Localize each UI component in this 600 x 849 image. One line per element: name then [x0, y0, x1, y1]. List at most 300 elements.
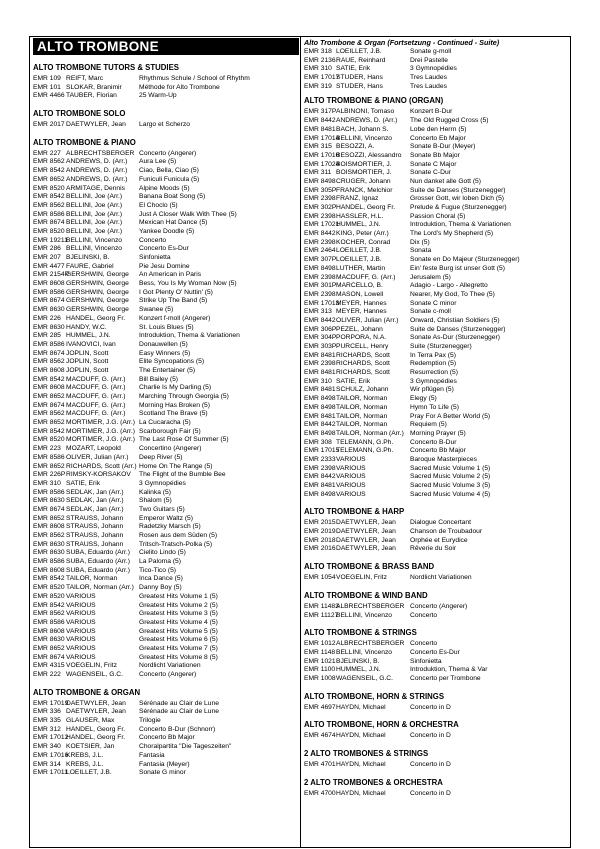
composer-name: HÄNDEL, Georg Fr. — [66, 725, 126, 733]
catalog-row — [304, 74, 569, 83]
catalog-row — [304, 247, 569, 256]
composer-name: VARIOUS — [336, 464, 366, 472]
catalog-row — [33, 523, 299, 532]
catalog-code: EMR 223 — [33, 445, 61, 453]
composer-name: DAETWYLER, Jean — [66, 708, 126, 716]
catalog-row — [33, 306, 299, 315]
catalog-code: EMR 8630 — [33, 549, 65, 557]
composer-name: MORTIMER, J.G. (Arr.) — [66, 427, 135, 435]
catalog-row — [304, 491, 569, 500]
page-title: ALTO TROMBONE — [33, 38, 299, 55]
catalog-row — [33, 584, 299, 593]
work-title: Grosser Gott, wir loben Dich (5) — [410, 195, 505, 203]
composer-name: TAILOR, Norman (Arr.) — [336, 429, 404, 437]
catalog-code: EMR 2017 — [33, 121, 65, 129]
catalog-code: EMR 17012 — [33, 734, 69, 742]
work-title: Concerto Es-Dur — [139, 245, 189, 253]
work-title: Greatest Hits Volume 7 (5) — [139, 644, 218, 652]
composer-name: BELLINI, Joe (Arr.) — [66, 193, 123, 201]
section-heading: ALTO TROMBONE SOLO — [33, 109, 126, 119]
catalog-row — [33, 75, 299, 84]
catalog-code: EMR 17016 — [33, 751, 69, 759]
work-title: Sonate B-Dur (Meyer) — [410, 143, 476, 151]
composer-name: JOPLIN, Scott — [66, 349, 109, 357]
catalog-code: EMR 17024 — [304, 160, 340, 168]
catalog-row — [33, 515, 299, 524]
catalog-row — [33, 176, 299, 185]
catalog-code: EMR 8630 — [33, 323, 65, 331]
composer-name: STUDER, Hans — [336, 74, 383, 82]
work-title: Sérénade au Clair de Lune — [139, 699, 219, 707]
composer-name: JOPLIN, Scott — [66, 366, 109, 374]
catalog-code: EMR 8498 — [304, 403, 336, 411]
catalog-row — [33, 471, 299, 480]
catalog-row — [304, 326, 569, 335]
catalog-row — [304, 352, 569, 361]
work-title: An American in Paris — [139, 271, 202, 279]
work-title: Home On The Range (5) — [139, 462, 213, 470]
composer-name: VARIOUS — [336, 482, 366, 489]
composer-name: TAILOR, Norman — [336, 421, 388, 429]
catalog-row — [33, 445, 299, 454]
composer-name: VARIOUS — [66, 618, 96, 626]
composer-name: BELLINI, Joe (Arr.) — [66, 210, 123, 218]
work-title: Sonate en Do Majeur (Sturzenegger) — [410, 256, 520, 264]
catalog-code: EMR 101 — [33, 83, 61, 91]
catalog-row — [304, 473, 569, 482]
catalog-row — [33, 167, 299, 176]
work-title: Redemption (5) — [410, 360, 457, 368]
work-title: Yankee Doodle (5) — [139, 227, 195, 235]
catalog-row — [304, 369, 569, 378]
catalog-code: EMR 314 — [33, 760, 61, 768]
work-title: Concerto in D — [410, 703, 451, 711]
work-title: Concerto in D — [410, 789, 451, 797]
catalog-code: EMR 8520 — [33, 227, 65, 235]
catalog-code: EMR 8498 — [304, 264, 336, 272]
composer-name: BACH, Johann S. — [336, 125, 389, 133]
composer-name: RICHARDS, Scott — [336, 369, 390, 377]
catalog-row — [33, 271, 299, 280]
catalog-row — [33, 645, 299, 654]
catalog-code: EMR 8442 — [304, 473, 336, 481]
work-title: The Lord's My Shepherd (5) — [410, 230, 494, 238]
catalog-code: EMR 285 — [33, 332, 61, 340]
composer-name: BESOZZI, A. — [336, 143, 375, 151]
work-title: Concerto Bb Major — [410, 447, 466, 455]
composer-name: DAETWYLER, Jean — [66, 121, 126, 129]
catalog-row — [33, 463, 299, 472]
composer-name: BOISMORTIER, J. — [336, 169, 392, 177]
catalog-code: EMR 310 — [304, 65, 332, 73]
composer-name: BELLINI, Vincenzo — [66, 245, 123, 253]
composer-name: TAILOR, Norman — [336, 403, 388, 411]
catalog-code: EMR 8562 — [33, 201, 65, 209]
section-heading: ALTO TROMBONE TUTORS & STUDIES — [33, 63, 179, 72]
composer-name: SATIE, Erik — [336, 65, 371, 73]
work-title: Charlie Is My Darling (5) — [139, 384, 212, 392]
catalog-code: EMR 8586 — [33, 210, 65, 218]
catalog-row — [33, 237, 299, 246]
catalog-row — [304, 421, 569, 430]
catalog-code: EMR 8481 — [304, 386, 336, 394]
catalog-code: EMR 8652 — [33, 514, 65, 522]
composer-name: TAILOR, Norman (Arr.) — [66, 584, 134, 592]
work-title: Concerto per Trombone — [410, 674, 481, 682]
work-title: Concerto in D — [410, 732, 451, 740]
catalog-row — [304, 343, 569, 352]
catalog-row — [304, 649, 569, 658]
composer-name: MEYER, Hannes — [336, 299, 387, 307]
catalog-code: EMR 8520 — [33, 592, 65, 600]
catalog-code: EMR 2398 — [304, 273, 336, 281]
catalog-code: EMR 2333 — [304, 455, 336, 463]
catalog-row — [304, 169, 569, 178]
catalog-row — [33, 324, 299, 333]
catalog-code: EMR 109 — [33, 75, 61, 82]
work-title: Baroque Masterpieces — [410, 455, 477, 463]
composer-name: HÄNDEL, Georg Fr. — [66, 314, 126, 322]
catalog-row — [33, 358, 299, 367]
section-heading: ALTO TROMBONE & STRINGS — [304, 628, 417, 638]
catalog-row — [304, 57, 569, 66]
catalog-code: EMR 8652 — [33, 644, 65, 652]
catalog-row — [304, 640, 569, 649]
catalog-row — [33, 384, 299, 393]
work-title: Choralpartita "Die Tageszeiten" — [139, 743, 232, 751]
catalog-code: EMR 1008 — [304, 674, 336, 682]
catalog-code: EMR 11483 — [304, 602, 339, 610]
catalog-row — [33, 410, 299, 419]
composer-name: LUTHER, Martin — [336, 264, 386, 272]
catalog-row — [304, 790, 569, 799]
catalog-row — [304, 447, 569, 456]
composer-name: KREBS, J.L. — [66, 760, 104, 768]
work-title: Swanee (5) — [139, 306, 174, 314]
catalog-row — [33, 297, 299, 306]
catalog-code: EMR 8442 — [304, 230, 336, 238]
catalog-row — [33, 84, 299, 93]
catalog-row — [304, 256, 569, 265]
catalog-code: EMR 8586 — [33, 340, 65, 348]
composer-name: VOEGELIN, Fritz — [336, 574, 387, 582]
composer-name: BOISMORTIER, J. — [336, 160, 392, 168]
catalog-row — [33, 219, 299, 228]
composer-name: KOETSIER, Jan — [66, 743, 115, 751]
catalog-code: EMR 307P — [304, 256, 337, 264]
work-title: Dialogue Concertant — [410, 519, 471, 527]
work-title: Onward, Christian Soldiers (5) — [410, 316, 500, 324]
catalog-code: EMR 306P — [304, 325, 337, 333]
work-title: Danny Boy (5) — [139, 584, 182, 592]
catalog-code: EMR 8442 — [304, 316, 336, 324]
composer-name: RICHARDS, Scott — [336, 360, 390, 368]
catalog-code: EMR 2398 — [304, 238, 336, 246]
catalog-code: EMR 2398 — [304, 212, 336, 220]
work-title: Cielito Lindo (5) — [139, 549, 186, 557]
composer-name: KING, Peter (Arr.) — [336, 230, 389, 238]
work-title: Trilogie — [139, 717, 161, 725]
composer-name: STRAUSS, Johann — [66, 532, 124, 539]
composer-name: GERSHWIN, George — [66, 280, 129, 288]
composer-name: HUMMEL, J.N. — [336, 666, 381, 674]
composer-name: MARCELLO, B. — [336, 282, 383, 290]
work-title: The Last Rose Of Summer (5) — [139, 436, 229, 444]
catalog-row — [33, 489, 299, 498]
work-title: Passion Choral (5) — [410, 212, 466, 220]
work-title: Emperor Waltz (5) — [139, 514, 194, 522]
composer-name: PEZEL, Johann — [336, 325, 383, 333]
composer-name: TAUBER, Florian — [66, 92, 117, 100]
catalog-code: EMR 2154P — [33, 271, 70, 279]
catalog-code: EMR 313 — [304, 308, 332, 316]
composer-name: MACDUFF, G. (Arr.) — [66, 384, 126, 392]
composer-name: LOEILLET, J.B. — [66, 769, 112, 777]
work-title: Greatest Hits Volume 1 (5) — [139, 592, 218, 600]
work-title: Tres Laudes — [410, 74, 447, 82]
section-heading: ALTO TROMBONE, HORN & ORCHESTRA — [304, 720, 459, 730]
catalog-code: EMR 319 — [304, 82, 332, 90]
catalog-code: EMR 308 — [304, 438, 332, 446]
catalog-code: EMR 2016 — [304, 545, 336, 553]
catalog-code: EMR 17011 — [33, 769, 68, 777]
catalog-row — [304, 378, 569, 387]
catalog-code: EMR 8608 — [33, 384, 65, 392]
continued-header: Alto Trombone & Organ (Fortsetzung - Continued - Suite) — [304, 38, 500, 47]
catalog-row — [304, 334, 569, 343]
catalog-row — [304, 666, 569, 675]
catalog-row — [304, 161, 569, 170]
work-title: St. Louis Blues (5) — [139, 323, 194, 331]
catalog-code: EMR 2019 — [304, 528, 336, 536]
work-title: Sonate C-Dur — [410, 169, 451, 177]
catalog-row — [33, 506, 299, 515]
catalog-row — [33, 185, 299, 194]
catalog-code: EMR 8542 — [33, 193, 65, 201]
catalog-row — [33, 428, 299, 437]
catalog-code: EMR 1012 — [304, 640, 336, 648]
composer-name: HAYDN, Michael — [336, 703, 386, 711]
composer-name: LOEILLET, J.B. — [336, 48, 382, 55]
composer-name: TAILOR, Norman — [66, 575, 118, 583]
work-title: Greatest Hits Volume 2 (5) — [139, 601, 218, 609]
catalog-code: EMR 8674 — [33, 219, 65, 227]
work-title: La Cucaracha (5) — [139, 419, 191, 427]
work-title: Elegy (5) — [410, 395, 437, 403]
continued-list — [304, 48, 569, 91]
work-title: Introduktion, Thema & Variationen — [410, 221, 511, 229]
catalog-row — [304, 404, 569, 413]
composer-name: VARIOUS — [336, 473, 366, 481]
catalog-row — [304, 48, 569, 57]
catalog-row — [304, 675, 569, 684]
catalog-code: EMR 8542 — [33, 427, 65, 435]
catalog-code: EMR 8498 — [304, 395, 336, 403]
composer-name: MASON, Lowell — [336, 290, 384, 298]
catalog-row — [33, 454, 299, 463]
composer-name: BELLINI, Joe (Arr.) — [66, 227, 123, 235]
catalog-code: EMR 2015 — [304, 519, 336, 527]
work-title: 25 Warm-Up — [139, 92, 177, 100]
composer-name: PORPORA, N.A. — [336, 334, 387, 342]
catalog-code: EMR 19211 — [33, 236, 68, 244]
catalog-row — [33, 402, 299, 411]
composer-name: WAGENSEIL, G.C. — [66, 671, 123, 678]
catalog-code: EMR 8481 — [304, 351, 336, 359]
catalog-row — [304, 230, 569, 239]
catalog-code: EMR 8608 — [33, 366, 65, 374]
work-title: Konzert B-Dur — [410, 108, 453, 116]
left-sections — [33, 63, 299, 778]
catalog-code: EMR 8481 — [304, 125, 336, 133]
work-title: Aura Lee (5) — [139, 158, 177, 166]
catalog-code: EMR 17010 — [304, 151, 340, 159]
catalog-code: EMR 8586 — [33, 618, 65, 626]
section-heading: ALTO TROMBONE, HORN & STRINGS — [304, 691, 445, 701]
work-title: Sonate C minor — [410, 299, 457, 307]
composer-name: MACDUFF, G. (Arr.) — [66, 410, 126, 418]
work-title: Greatest Hits Volume 6 (5) — [139, 636, 218, 644]
section-heading: ALTO TROMBONE & PIANO — [33, 137, 136, 147]
catalog-code: EMR 8674 — [33, 297, 65, 305]
composer-name: GERSHWIN, George — [66, 297, 129, 305]
work-title: Lobe den Herrn (5) — [410, 125, 467, 133]
catalog-code: EMR 2464 — [304, 247, 336, 255]
catalog-code: EMR 4315 — [33, 662, 65, 670]
catalog-row — [33, 567, 299, 576]
catalog-row — [304, 213, 569, 222]
catalog-row — [304, 187, 569, 196]
catalog-row — [304, 456, 569, 465]
work-title: Suite de Danses (Sturzenegger) — [410, 325, 506, 333]
work-title: I Got Plenty O' Nuttin' (5) — [139, 288, 213, 296]
composer-name: ALBRECHTSBERGER — [66, 149, 135, 157]
composer-name: MACDUFF, G. (Arr.) — [66, 393, 126, 400]
catalog-code: EMR 8562 — [33, 358, 65, 366]
work-title: 3 Gymnopédies — [410, 377, 457, 385]
work-title: Scarborough Fair (5) — [139, 427, 201, 435]
work-title: Kalinka (5) — [139, 488, 171, 496]
catalog-row — [33, 708, 299, 717]
composer-name: MACDUFF, G. (Arr.) — [66, 375, 126, 383]
work-title: Suite (Sturzenegger) — [410, 343, 472, 350]
composer-name: SATIE, Erik — [336, 377, 371, 385]
catalog-row — [33, 202, 299, 211]
catalog-row — [33, 662, 299, 671]
composer-name: TAILOR, Norman — [336, 412, 388, 420]
catalog-row — [304, 482, 569, 491]
work-title: Mexican Hat Dance (5) — [139, 219, 208, 227]
catalog-row — [304, 612, 569, 621]
catalog-code: EMR 8608 — [33, 566, 65, 574]
catalog-code: EMR 8630 — [33, 636, 65, 644]
composer-name: FRANCK, Melchior — [336, 186, 393, 194]
composer-name: SEDLAK, Jan (Arr.) — [66, 505, 124, 513]
catalog-code: EMR 4674 — [304, 732, 336, 740]
work-title: Concerto Bb Major — [139, 734, 195, 742]
composer-name: IVANOVICI, Ivan — [66, 340, 116, 348]
work-title: Sacred Music Volume 2 (5) — [410, 473, 491, 481]
composer-name: DAETWYLER, Jean — [66, 699, 126, 707]
catalog-row — [304, 545, 569, 554]
work-title: Tres Laudes — [410, 82, 447, 90]
work-title: Greatest Hits Volume 5 (5) — [139, 627, 218, 635]
catalog-code: EMR 4700 — [304, 789, 336, 797]
work-title: Two Guitars (5) — [139, 505, 185, 513]
composer-name: HÄNDEL, Georg Fr. — [336, 204, 396, 211]
work-title: Just A Closer Walk With Thee (5) — [139, 210, 237, 218]
catalog-code: EMR 8586 — [33, 453, 65, 461]
catalog-row — [304, 704, 569, 713]
catalog-code: EMR 227 — [33, 149, 61, 157]
composer-name: KOCHER, Conrad — [336, 238, 391, 246]
work-title: Fantasia — [139, 751, 165, 759]
work-title: Morning Has Broken (5) — [139, 401, 210, 409]
catalog-code: EMR 17015 — [304, 447, 340, 455]
catalog-code: EMR 301P — [304, 282, 337, 290]
work-title: Nordlicht Variationen — [410, 574, 472, 582]
catalog-code: EMR 340 — [33, 743, 61, 751]
work-title: Greatest Hits Volume 4 (5) — [139, 618, 218, 626]
catalog-code: EMR 17019 — [33, 699, 69, 707]
work-title: Sinfonietta — [139, 254, 171, 261]
catalog-code: EMR 17013 — [304, 299, 340, 307]
composer-name: LOEILLET, J.B. — [336, 256, 382, 264]
composer-name: HUMMEL, J.N. — [66, 332, 111, 340]
catalog-code: EMR 2018 — [304, 536, 336, 544]
catalog-code: EMR 8442 — [304, 421, 336, 429]
catalog-code: EMR 310 — [304, 377, 332, 385]
column-divider — [300, 36, 301, 848]
work-title: Sonate c-moll — [410, 308, 451, 316]
catalog-row — [304, 265, 569, 274]
work-title: Sacred Music Volume 4 (5) — [410, 490, 491, 498]
catalog-row — [33, 541, 299, 550]
catalog-code: EMR 8520 — [33, 184, 65, 192]
catalog-row — [33, 315, 299, 324]
composer-name: MEYER, Hannes — [336, 308, 387, 316]
catalog-row — [33, 761, 299, 770]
section-heading: ALTO TROMBONE & WIND BAND — [304, 590, 428, 600]
composer-name: SUBA, Eduardo (Arr.) — [66, 549, 130, 557]
composer-name: CRÜGER, Johann — [336, 177, 391, 185]
composer-name: GLAUSER, Max — [66, 717, 115, 725]
work-title: Easy Winners (5) — [139, 349, 191, 357]
composer-name: VARIOUS — [66, 610, 96, 618]
right-column — [304, 36, 569, 798]
catalog-row — [304, 274, 569, 283]
section-heading: 2 ALTO TROMBONES & STRINGS — [304, 749, 429, 758]
work-title: 3 Gymnopédies — [139, 479, 186, 487]
work-title: Greatest Hits Volume 3 (5) — [139, 610, 218, 618]
catalog-row — [304, 291, 569, 300]
catalog-code: EMR 8586 — [33, 488, 65, 496]
work-title: Inca Dance (5) — [139, 575, 183, 583]
composer-name: DAETWYLER, Jean — [336, 536, 396, 544]
work-title: Concerto (Angerer) — [410, 602, 468, 610]
catalog-code: EMR 8562 — [33, 610, 65, 618]
catalog-row — [304, 83, 569, 92]
composer-name: SUBA, Eduardo (Arr.) — [66, 566, 130, 574]
composer-name: TAILOR, Norman — [336, 395, 388, 403]
work-title: Marching Through Georgia (5) — [139, 393, 229, 400]
work-title: The Entertainer (5) — [139, 366, 196, 374]
work-title: Bill Bailey (5) — [139, 375, 179, 383]
catalog-row — [33, 367, 299, 376]
work-title: Largo et Scherzo — [139, 121, 190, 129]
catalog-row — [33, 332, 299, 341]
catalog-row — [304, 528, 569, 537]
